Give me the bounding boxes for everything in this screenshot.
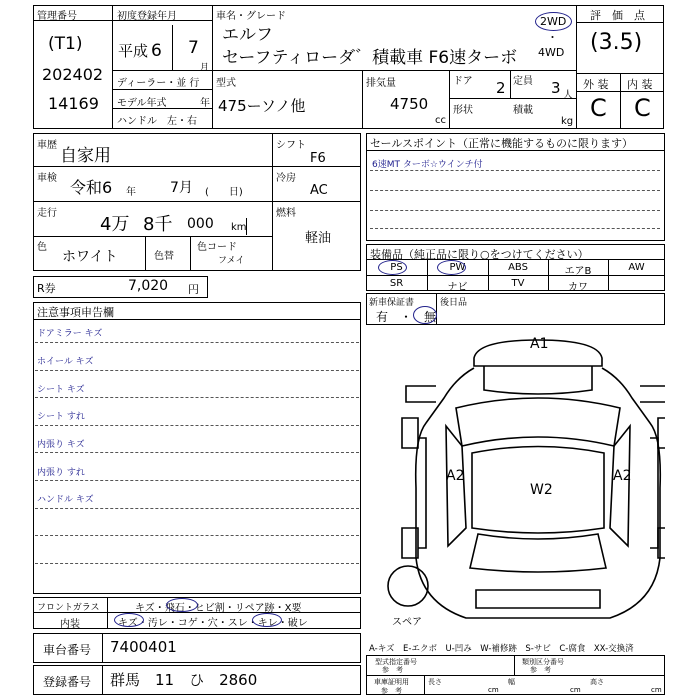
- shift-label: シフト: [276, 140, 306, 151]
- kanri-num2: 14169: [48, 94, 99, 113]
- kanri-num1: 202402: [42, 65, 104, 84]
- kanri-label: 管理番号: [37, 11, 77, 22]
- damage-mark: W2: [530, 482, 553, 498]
- gaiso-label: 外 装: [583, 78, 609, 91]
- rken-frame: [33, 276, 208, 298]
- nagasa-cm: cm: [488, 686, 499, 694]
- iro-value: ホワイト: [62, 249, 118, 265]
- note-item: 内張り すれ: [37, 468, 85, 478]
- kata-shitei-label: 型式指定番号: [375, 658, 417, 666]
- iro-label: 色: [37, 242, 47, 253]
- equip-tv: TV: [511, 278, 525, 289]
- naiso-label: 内 装: [627, 78, 653, 91]
- shomei-label: 車庫証明用: [374, 678, 409, 686]
- car-grade: セーフティローダ゛積載車 F6速ターボ: [222, 48, 518, 68]
- first-reg-month: 7: [188, 38, 199, 58]
- rken-value: 7,020: [128, 278, 169, 294]
- note-item: シート すれ: [37, 412, 85, 422]
- nenryo-label: 燃料: [276, 208, 296, 219]
- drive-4wd: 4WD: [538, 46, 565, 59]
- takasa-label: 高さ: [590, 678, 604, 686]
- reg-value: 群馬 11 ひ 2860: [110, 671, 258, 689]
- nenryo-value: 軽油: [305, 231, 332, 246]
- equip-aw: AW: [628, 262, 645, 273]
- equip-pw: PW: [449, 262, 466, 273]
- equip-leather: カワ: [568, 282, 588, 293]
- interior-label: 内装: [60, 619, 80, 630]
- spare-label: スペア: [392, 617, 422, 628]
- damage-mark: A1: [530, 336, 549, 352]
- shareki-value: 自家用: [60, 146, 111, 166]
- shaken-label: 車検: [37, 173, 57, 184]
- equip-navi: ナビ: [447, 282, 468, 293]
- name-grade-label: 車名・グレード: [216, 11, 286, 22]
- hosho-label: 新車保証書: [369, 298, 415, 308]
- reibo-value: AC: [310, 183, 328, 198]
- door-label: ドア: [453, 76, 473, 87]
- note-item: ドアミラー キズ: [37, 329, 103, 339]
- damage-legend: A-キズ E-エクボ U-凹み W-補修跡 S-サビ C-腐食 XX-交換済: [369, 644, 634, 654]
- shift-value: F6: [310, 151, 326, 166]
- handle-label: ハンドル 左・右: [117, 116, 197, 127]
- haba-cm: cm: [570, 686, 581, 694]
- year-unit: 年: [200, 98, 210, 109]
- ruibetsu-label: 類別区分番号: [522, 658, 564, 666]
- kanri-code: (T1): [48, 34, 83, 54]
- front-glass-label: フロントガラス: [37, 603, 100, 613]
- shaken-era: 令和6: [70, 178, 113, 197]
- irogae-label: 色替: [154, 251, 174, 262]
- kg-unit: kg: [561, 116, 574, 127]
- interior-circle-sure: [252, 613, 282, 627]
- equip-airbag: エアB: [564, 266, 592, 277]
- ps-circle: [378, 260, 407, 275]
- shomei-sanko: 参 考: [381, 687, 402, 695]
- sekisai-label: 積載: [513, 105, 533, 116]
- interior-value: キズ・汚レ・コゲ・穴・スレ・キレ・破レ: [118, 618, 308, 629]
- dealer-label: ディーラー・並 行: [117, 78, 200, 89]
- color-code: フメイ: [218, 256, 245, 266]
- takasa-cm: cm: [651, 686, 662, 694]
- shaken-month: 7月: [170, 180, 193, 196]
- interior-circle-kizu: [114, 613, 144, 627]
- haiki: 4750: [390, 95, 429, 113]
- damage-mark: A2: [613, 468, 632, 484]
- color-code-label: 色コード: [197, 242, 237, 253]
- nagasa-label: 長さ: [428, 678, 442, 686]
- shaken-year-unit: 年: [126, 187, 136, 198]
- first-reg-label: 初度登録年月: [117, 11, 177, 22]
- haba-label: 幅: [508, 678, 515, 686]
- sales-line1: 6速MT ターボ☆ウインチ付: [372, 160, 483, 170]
- soko-label: 走行: [37, 208, 57, 219]
- first-reg-era: 平成 6: [118, 41, 162, 61]
- reibo-label: 冷房: [276, 173, 296, 184]
- door-value: 2: [496, 79, 506, 97]
- note-item: シート キズ: [37, 385, 85, 395]
- damage-mark: A2: [446, 468, 465, 484]
- note-item: 内張り キズ: [37, 440, 85, 450]
- shareki-label: 車歴: [37, 140, 57, 151]
- keijo-label: 形状: [453, 105, 473, 116]
- note-item: ハンドル キズ: [37, 495, 94, 505]
- equip-sr: SR: [389, 278, 404, 289]
- haiki-label: 排気量: [366, 78, 396, 89]
- car-name: エルフ: [222, 25, 273, 45]
- front-glass-circle: [166, 598, 198, 612]
- hyoka-label: 評 価 点: [590, 9, 645, 22]
- gaiso-grade: C: [590, 94, 607, 122]
- reg-label: 登録番号: [43, 675, 92, 689]
- chassis-label: 車台番号: [43, 643, 92, 657]
- shaken-day: ( 日): [205, 187, 243, 198]
- sales-label: セールスポイント（正常に機能するものに限ります）: [370, 137, 634, 150]
- konohi-label: 後日品: [440, 298, 468, 308]
- hosho-circle: [413, 306, 437, 324]
- drive-2wd: 2WD: [540, 15, 567, 28]
- equip-ps: PS: [390, 262, 403, 273]
- chassis-value: 7400401: [110, 638, 177, 656]
- notes-label: 注意事項申告欄: [37, 306, 114, 319]
- ruibetsu-sanko: 参 考: [530, 666, 551, 674]
- hyoka-score: (3.5): [590, 30, 643, 55]
- hosho-value: 有 ・ 無: [376, 310, 437, 324]
- rken-label: R券: [37, 282, 56, 295]
- equipment-label: 装備品（純正品に限り○をつけてください）: [370, 248, 589, 261]
- kata-sanko: 参 考: [382, 666, 403, 674]
- soko-rest: 000: [187, 216, 214, 232]
- naiso-grade: C: [634, 94, 651, 122]
- note-item: ホイール キズ: [37, 357, 94, 367]
- teiin-unit: 人: [563, 90, 573, 101]
- equip-abs: ABS: [508, 262, 528, 273]
- divider: [112, 5, 113, 129]
- pw-circle: [437, 260, 466, 275]
- katashiki: 475ーソノ他: [218, 97, 306, 115]
- soko-sen: 8千: [143, 214, 173, 235]
- month-unit: 月: [200, 63, 210, 73]
- drive-dot: ・: [547, 31, 558, 44]
- km-unit: km: [231, 222, 247, 233]
- front-glass-value: キズ・飛石・ヒビ割・リペア跡・X要: [135, 603, 302, 614]
- katashiki-label: 型式: [216, 78, 236, 89]
- model-year-label: モデル年式: [117, 98, 167, 109]
- teiin-value: 3: [551, 79, 561, 97]
- cc-unit: cc: [435, 115, 446, 126]
- teiin-label: 定員: [513, 76, 533, 87]
- soko-man: 4万: [100, 214, 130, 235]
- rken-unit: 円: [188, 283, 199, 296]
